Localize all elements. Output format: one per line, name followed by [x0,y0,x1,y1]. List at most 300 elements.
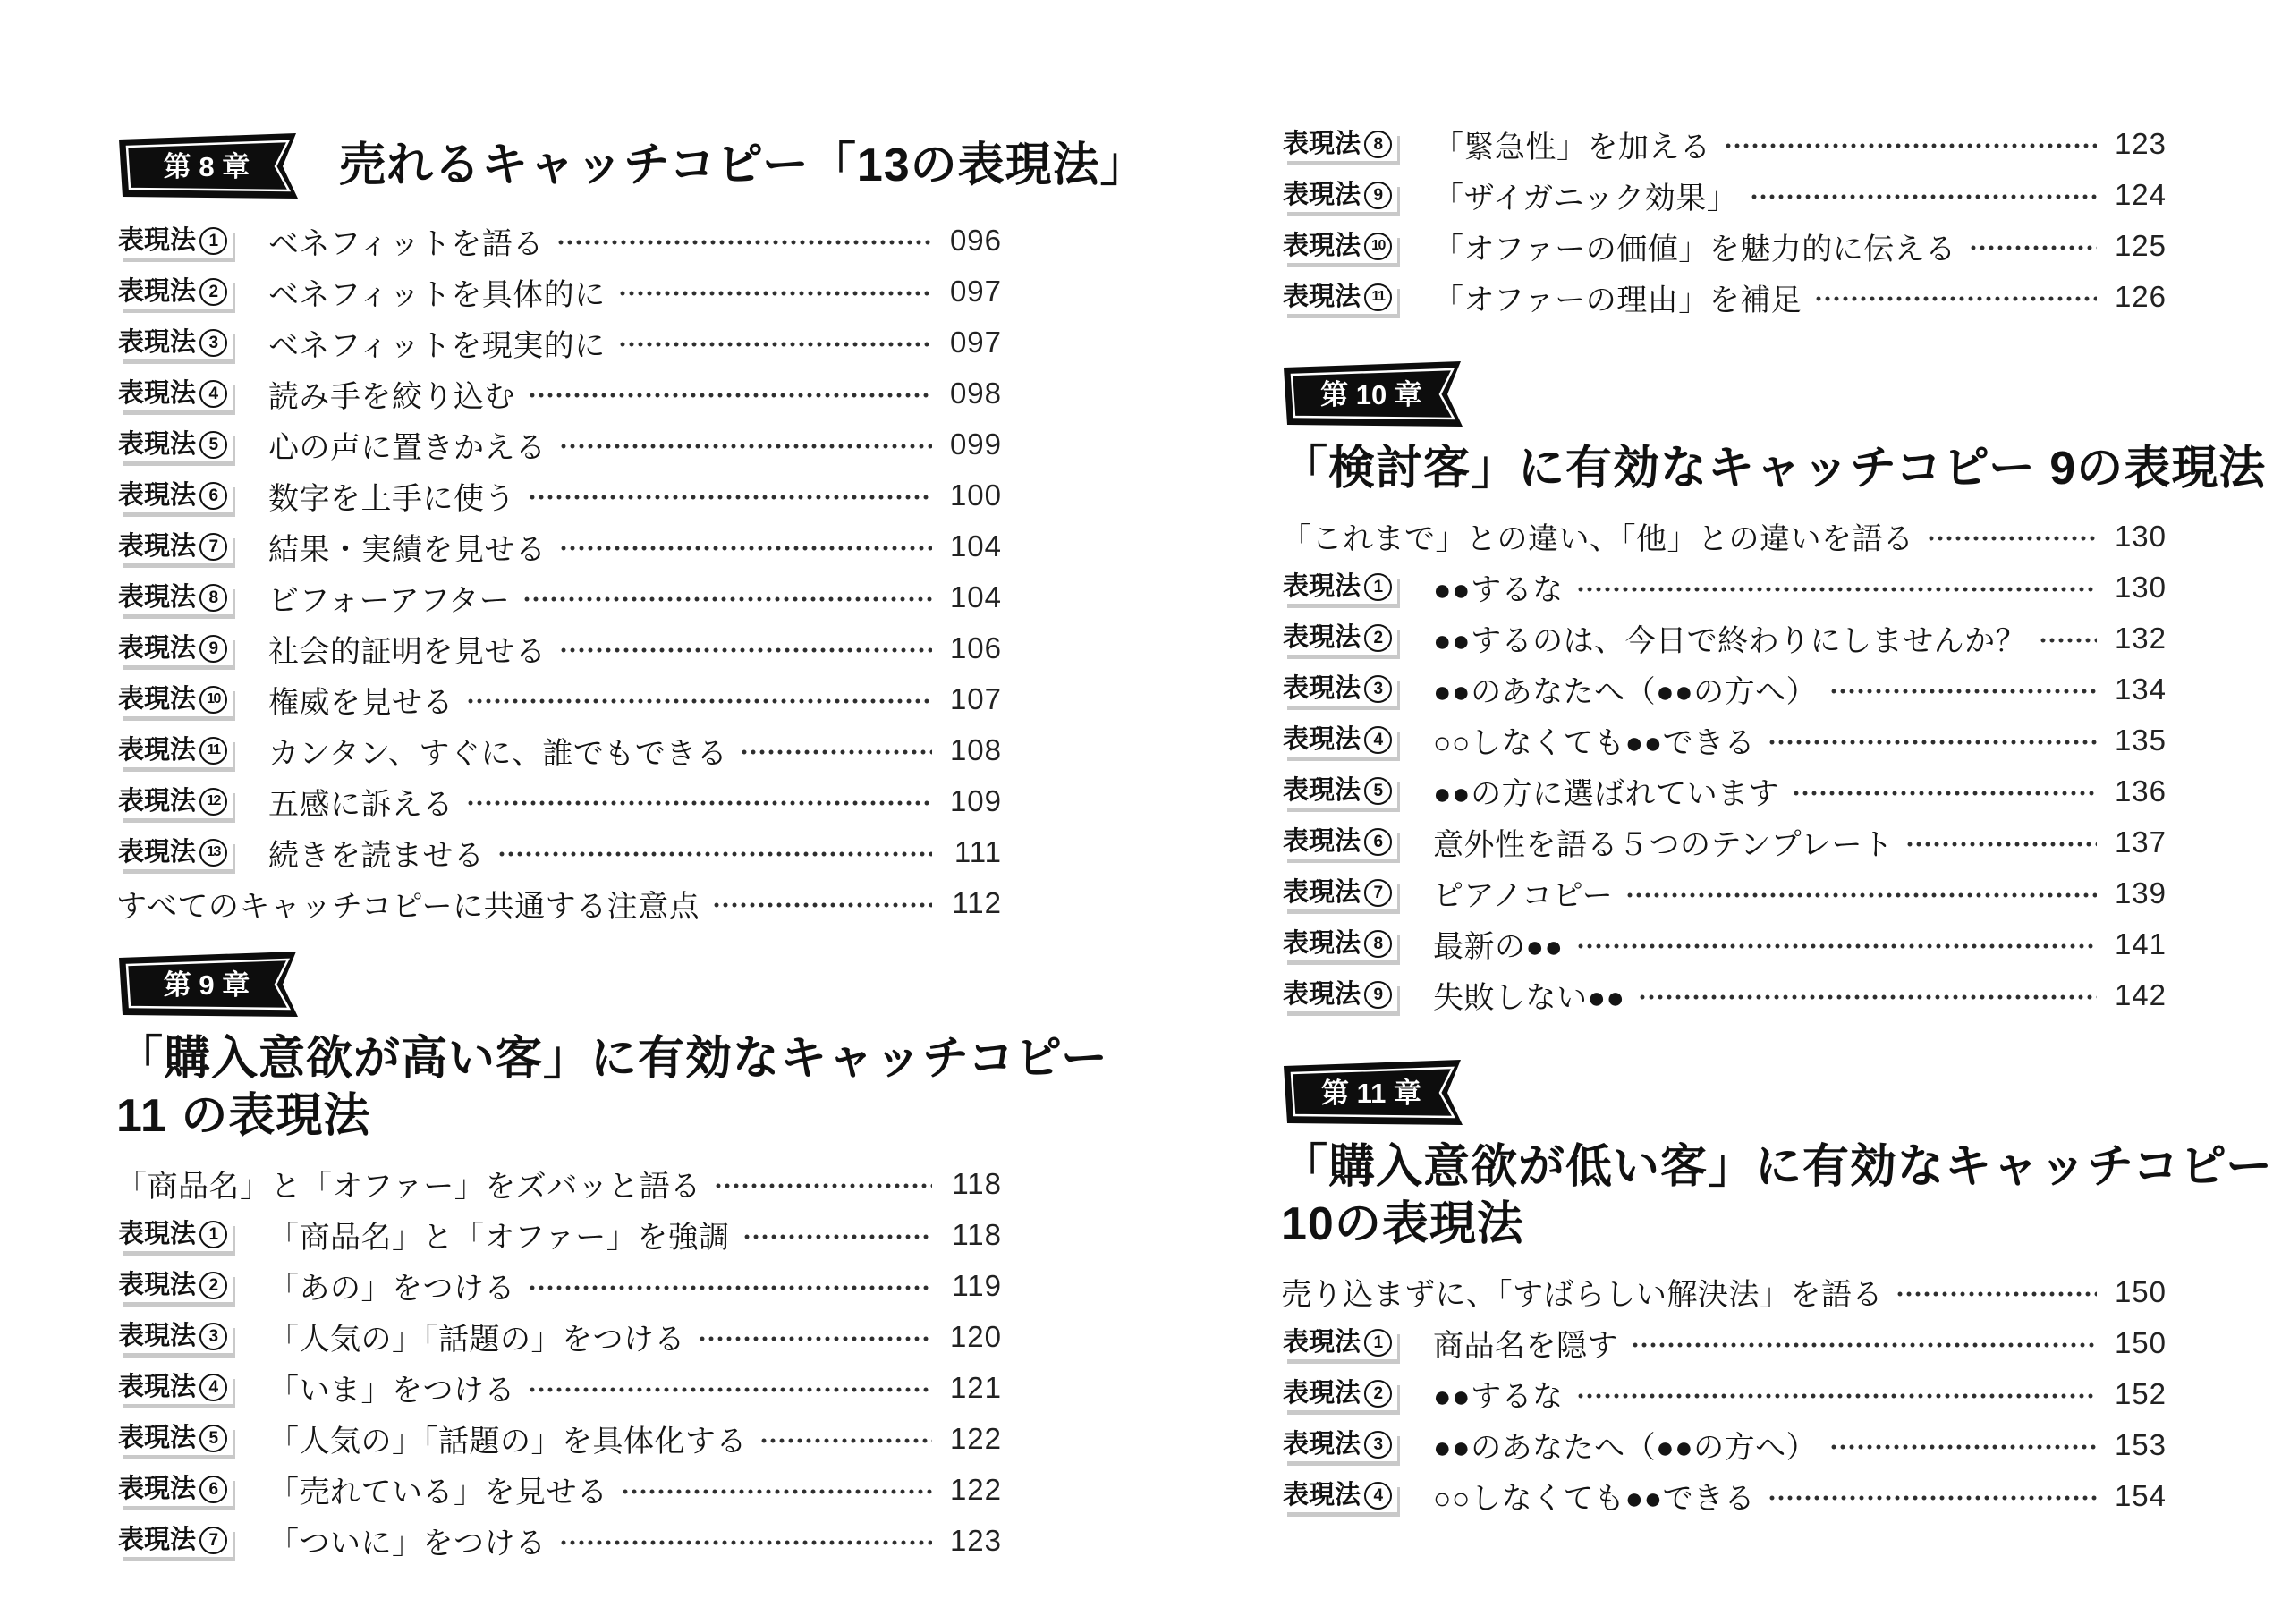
entry-page-number: 123 [2114,127,2167,160]
method-tag [116,785,233,818]
toc-column-right [1281,127,2273,1530]
entry-title: 「オファーの理由」を補足 [1433,283,1802,317]
dot-leader [2039,637,2097,644]
toc-entry [116,631,1002,669]
method-tag-box [1281,978,1433,1011]
toc-entry [116,1268,1002,1307]
method-tag-label: 表現法 [118,276,197,306]
method-tag-box [1281,723,1433,757]
method-tag [116,224,233,258]
method-number-circle: 4 [1364,1482,1392,1510]
entry-title: 売り込まずに、「すばらしい解決法」を語る [1281,1278,1883,1313]
entry-title: すべてのキャッチコピーに共通する注意点 [116,889,700,924]
dot-leader [559,545,933,552]
entry-page-number: 096 [949,224,1002,257]
method-number-circle: 6 [199,482,227,510]
method-tag-label: 表現法 [1283,674,1361,704]
entry-title: 最新の●● [1433,930,1564,965]
dot-leader [740,749,932,756]
entry-page-number: 139 [2114,875,2167,909]
method-tag-box [116,734,268,767]
method-tag [116,377,233,410]
method-tag-box [116,275,268,309]
dot-leader [1896,1290,2097,1298]
method-tag-box [1281,774,1433,808]
entry-title: 「いま」をつける [268,1374,515,1408]
method-tag-label: 表現法 [118,1424,197,1453]
dot-leader [528,392,932,399]
toc-item-list [116,224,1002,924]
dot-leader [1829,688,2097,695]
entry-page-number: 098 [949,376,1002,410]
method-tag-label: 表現法 [118,837,197,867]
toc-entry [1281,875,2167,914]
dot-leader [1768,1494,2097,1501]
entry-page-number: 119 [952,1268,1002,1302]
method-tag-label: 表現法 [118,1271,197,1300]
entry-title: 「オファーの価値」を魅力的に伝える [1433,232,1956,266]
method-number-circle: 3 [1364,1431,1392,1459]
method-tag-box [1281,1326,1433,1359]
method-number-circle: 2 [1364,1380,1392,1408]
method-number-circle: 7 [1364,879,1392,907]
toc-entry [116,478,1002,516]
entry-title: 結果・実績を見せる [268,532,547,567]
method-number-circle: 13 [199,839,227,867]
entry-page-number: 122 [949,1472,1002,1506]
dot-leader [1927,535,2098,542]
chapter-header [1281,360,2267,498]
entry-page-number: 118 [952,1166,1002,1200]
method-number-circle: 9 [1364,182,1392,209]
method-tag-label: 表現法 [118,1322,197,1351]
method-number-circle: 9 [199,635,227,663]
method-number-circle: 10 [199,686,227,714]
method-tag [116,1422,233,1455]
toc-entry [1281,1478,2167,1517]
toc-entry [1281,621,2167,659]
toc-entry [116,224,1002,261]
entry-page-number: 121 [949,1370,1002,1404]
entry-page-number: 137 [2114,825,2167,859]
chapter-header [116,951,1108,1146]
method-tag [1281,723,1397,757]
entry-page-number: 130 [2114,519,2167,553]
entry-title: ○○しなくても●●できる [1433,1482,1756,1517]
entry-title: 「ついに」をつける [268,1527,547,1561]
dot-leader [742,1233,932,1240]
toc-entry [116,886,1002,924]
toc-entry [116,784,1002,822]
method-number-circle: 11 [1364,283,1392,311]
method-number-circle: 11 [199,737,227,765]
entry-title: 「売れている」を見せる [268,1476,608,1510]
method-tag [116,1473,233,1506]
method-tag-label: 表現法 [118,633,197,663]
method-tag-box [116,224,268,258]
entry-page-number: 153 [2114,1427,2167,1461]
method-tag [1281,622,1397,655]
method-number-circle: 4 [1364,726,1392,754]
chapter-title-line: 11 の表現法 [116,1089,371,1142]
method-tag-label: 表現法 [1283,980,1361,1010]
dot-leader [1625,892,2097,899]
method-tag-label: 表現法 [118,225,197,255]
method-tag-box [116,1320,268,1353]
chapter-badge [116,132,300,200]
entry-title: ●●するな [1433,573,1564,608]
dot-leader [1638,994,2097,1001]
method-number-circle: 1 [199,1221,227,1248]
method-tag [1281,825,1397,859]
method-tag-label: 表現法 [1283,572,1361,602]
chapter-badge-label: 第 8 章 [163,151,250,182]
toc-entry [1281,280,2167,317]
method-tag [116,275,233,309]
toc-column-left [116,132,1148,1575]
toc-entry [116,376,1002,414]
chapter-title-line: 「購入意欲が高い客」に有効なキャッチコピー [116,1033,1108,1085]
method-tag-box [1281,1377,1433,1410]
method-tag-box [116,1269,268,1302]
entry-page-number: 104 [949,529,1002,562]
entry-title: ビフォーアフター [268,583,511,618]
method-tag-box [1281,672,1433,706]
method-tag [1281,179,1397,212]
entry-page-number: 118 [952,1217,1002,1251]
entry-title: 社会的証明を見せる [268,634,547,669]
method-number-circle: 1 [199,227,227,255]
entry-page-number: 111 [954,835,1002,868]
toc-entry [1281,229,2167,266]
toc-entry [1281,1376,2167,1415]
method-tag-box [1281,927,1433,960]
method-tag-label: 表現法 [118,1475,197,1504]
method-number-circle: 5 [199,431,227,459]
entry-title: カンタン、すぐに、誰でもできる [268,736,728,771]
method-tag [1281,1326,1397,1359]
method-tag-box [116,377,268,410]
method-tag [1281,230,1397,263]
method-number-circle: 5 [1364,777,1392,805]
toc-entry [116,1319,1002,1358]
toc-entry [116,1472,1002,1510]
dot-leader [528,1284,932,1291]
method-tag [116,1320,233,1353]
entry-title: 権威を見せる [268,685,454,720]
entry-page-number: 097 [949,275,1002,308]
toc-entry [116,580,1002,618]
method-number-circle: 6 [1364,828,1392,856]
method-tag-label: 表現法 [1283,231,1361,260]
method-number-circle: 2 [199,278,227,306]
dot-leader [1631,1341,2097,1349]
entry-page-number: 099 [949,427,1002,461]
method-tag [1281,876,1397,909]
method-tag-box [116,1473,268,1506]
method-number-circle: 2 [199,1272,227,1299]
entry-title: 読み手を絞り込む [268,379,515,414]
method-tag-label: 表現法 [1283,929,1361,959]
dot-leader [1792,790,2097,797]
method-tag [116,581,233,614]
toc-entry [116,529,1002,567]
toc-entry [1281,774,2167,812]
method-tag-label: 表現法 [118,684,197,714]
method-tag-box [116,632,268,665]
method-tag [116,836,233,869]
entry-title: 商品名を隠す [1433,1329,1618,1364]
entry-title: ●●するのは、今日で終わりにしませんか？ [1433,624,2027,659]
toc-entry [116,1370,1002,1408]
method-number-circle: 5 [199,1425,227,1452]
entry-page-number: 126 [2114,280,2167,313]
method-number-circle: 9 [1364,981,1392,1009]
entry-title: 意外性を語る５つのテンプレート [1433,828,1894,863]
method-tag [116,1371,233,1404]
method-tag-label: 表現法 [118,1220,197,1249]
chapter-title-line: 「購入意欲が低い客」に有効なキャッチコピー [1281,1140,2273,1193]
method-tag [1281,1479,1397,1512]
dot-leader [698,1335,932,1342]
method-number-circle: 3 [1364,675,1392,703]
method-tag-box [116,785,268,818]
method-tag-label: 表現法 [1283,1481,1361,1510]
dot-leader [1829,1443,2097,1451]
entry-title: 五感に訴える [268,787,454,822]
dot-leader [621,1488,933,1495]
method-number-circle: 7 [199,533,227,561]
toc-entry [1281,178,2167,216]
toc-entry [1281,977,2167,1016]
method-number-circle: 6 [199,1476,227,1503]
method-tag-label: 表現法 [1283,129,1361,158]
method-tag-box [1281,281,1433,314]
entry-page-number: 135 [2114,723,2167,757]
method-tag [1281,927,1397,960]
dot-leader [714,1182,932,1189]
dot-leader [466,799,932,807]
entry-title: 「緊急性」を加える [1433,130,1711,165]
chapter-header [1281,1059,2273,1254]
method-tag-label: 表現法 [1283,282,1361,311]
entry-title: ベネフィットを語る [268,226,544,261]
entry-title: 「商品名」と「オファー」を強調 [268,1221,730,1256]
method-tag-box [1281,1479,1433,1512]
dot-leader [556,239,932,246]
method-tag-label: 表現法 [118,327,197,357]
dot-leader [466,698,932,705]
entry-title: ●●するな [1433,1380,1564,1415]
toc-entry [116,1166,1002,1205]
entry-title: 続きを読ませる [268,838,485,873]
toc-entry [116,427,1002,465]
method-tag-box [116,530,268,563]
toc-entry [116,733,1002,771]
entry-page-number: 107 [949,682,1002,715]
method-tag-label: 表現法 [1283,725,1361,755]
method-tag-label: 表現法 [1283,1430,1361,1459]
toc-item-list [1281,519,2167,1016]
chapter-title-line: 10の表現法 [1281,1197,1524,1250]
dot-leader [618,341,932,348]
method-tag-box [116,1524,268,1557]
entry-page-number: 123 [949,1523,1002,1557]
method-tag-label: 表現法 [118,582,197,612]
chapter-title [1281,441,2267,498]
toc-entry [116,835,1002,873]
dot-leader [712,901,932,909]
method-tag-box [116,1422,268,1455]
chapter-title [339,138,1148,195]
method-tag [1281,281,1397,314]
toc-entry [116,326,1002,363]
method-tag-label: 表現法 [118,480,197,510]
method-number-circle: 2 [1364,624,1392,652]
entry-page-number: 108 [949,733,1002,766]
chapter-badge [1281,360,1464,428]
entry-title: ピアノコピー [1433,879,1614,914]
dot-leader [1576,1392,2097,1400]
chapter-badge [116,951,300,1019]
method-number-circle: 8 [199,584,227,612]
chapter-title [1281,1139,2273,1254]
toc-entry [1281,519,2167,557]
method-number-circle: 12 [199,788,227,816]
method-tag-box [1281,876,1433,909]
entry-page-number: 142 [2114,977,2167,1011]
method-tag-box [1281,179,1433,212]
entry-page-number: 112 [952,886,1002,919]
toc-entry [116,1523,1002,1561]
dot-leader [1750,193,2097,200]
dot-leader [1724,142,2098,149]
toc-entry [1281,1325,2167,1364]
method-tag-box [116,428,268,461]
method-number-circle: 3 [199,329,227,357]
entry-title: 「あの」をつける [268,1272,515,1307]
entry-page-number: 136 [2114,774,2167,808]
method-tag-label: 表現法 [1283,1328,1361,1358]
entry-title: 心の声に置きかえる [268,430,547,465]
method-tag-label: 表現法 [1283,623,1361,653]
method-tag [1281,774,1397,808]
entry-title: ベネフィットを具体的に [268,277,606,312]
toc-item-list [1281,127,2167,317]
toc-entry [1281,926,2167,965]
dot-leader [497,850,933,858]
toc-item-list [1281,1274,2167,1517]
entry-page-number: 150 [2114,1274,2167,1308]
entry-page-number: 134 [2114,672,2167,706]
method-tag [116,530,233,563]
method-tag-box [1281,571,1433,604]
method-tag [116,479,233,512]
method-tag-box [1281,825,1433,859]
dot-leader [1969,244,2097,251]
entry-title: ●●の方に選ばれています [1433,777,1780,812]
chapter-badge-row [116,951,1002,1019]
toc-entry [1281,825,2167,863]
method-number-circle: 8 [1364,930,1392,958]
toc-entry [1281,127,2167,165]
method-tag [1281,128,1397,161]
dot-leader [1905,841,2097,848]
method-tag [116,1218,233,1251]
method-tag [116,1524,233,1557]
method-number-circle: 3 [199,1323,227,1350]
toc-entry [1281,723,2167,761]
method-tag-label: 表現法 [118,531,197,561]
entry-title: ○○しなくても●●できる [1433,726,1756,761]
method-tag-box [116,836,268,869]
entry-title: ●●のあなたへ（●●の方へ） [1433,675,1818,710]
entry-page-number: 106 [949,631,1002,664]
method-number-circle: 4 [199,380,227,408]
method-tag [116,326,233,359]
method-tag-box [116,1218,268,1251]
dot-leader [559,443,933,450]
entry-title: 失敗しない●● [1433,981,1625,1016]
method-tag-label: 表現法 [118,1373,197,1402]
dot-leader [559,647,933,654]
chapter-title-line: 「検討客」に有効なキャッチコピー 9の表現法 [1281,443,2267,495]
dot-leader [1576,943,2097,950]
method-tag-label: 表現法 [1283,180,1361,209]
method-tag-label: 表現法 [1283,1379,1361,1408]
entry-page-number: 097 [949,326,1002,359]
chapter-badge-label: 第 10 章 [1320,379,1422,410]
entry-title: 「これまで」との違い、「他」との違いを語る [1281,522,1914,557]
entry-title: 「ザイガニック効果」 [1433,181,1738,216]
chapter-badge-row [1281,1059,2167,1127]
entry-title: 「人気の」「話題の」をつける [268,1323,685,1358]
chapter-title [116,1031,1108,1146]
entry-page-number: 120 [949,1319,1002,1353]
toc-entry [116,1217,1002,1256]
dot-leader [522,596,932,603]
method-tag [1281,1377,1397,1410]
entry-page-number: 104 [949,580,1002,613]
method-tag [116,734,233,767]
dot-leader [1576,586,2097,593]
toc-entry [1281,1427,2167,1466]
chapter-badge-label: 第 9 章 [163,969,250,1001]
method-tag-label: 表現法 [118,429,197,459]
entry-title: 「商品名」と「オファー」をズバッと語る [116,1170,701,1205]
method-tag-box [116,479,268,512]
entry-page-number: 150 [2114,1325,2167,1359]
dot-leader [618,290,932,297]
chapter-badge-row [1281,360,2167,428]
method-tag-box [116,683,268,716]
chapter-badge-label: 第 11 章 [1321,1077,1421,1109]
method-tag-label: 表現法 [118,1526,197,1555]
method-tag-box [116,581,268,614]
dot-leader [1768,739,2097,746]
method-number-circle: 4 [199,1374,227,1401]
toc-entry [116,682,1002,720]
method-number-circle: 1 [1364,573,1392,601]
method-tag-box [1281,622,1433,655]
method-tag-label: 表現法 [1283,776,1361,806]
method-tag-label: 表現法 [118,786,197,816]
toc-entry [1281,672,2167,710]
toc-item-list [116,1166,1002,1561]
method-tag-box [116,1371,268,1404]
method-tag [116,632,233,665]
method-tag [1281,978,1397,1011]
